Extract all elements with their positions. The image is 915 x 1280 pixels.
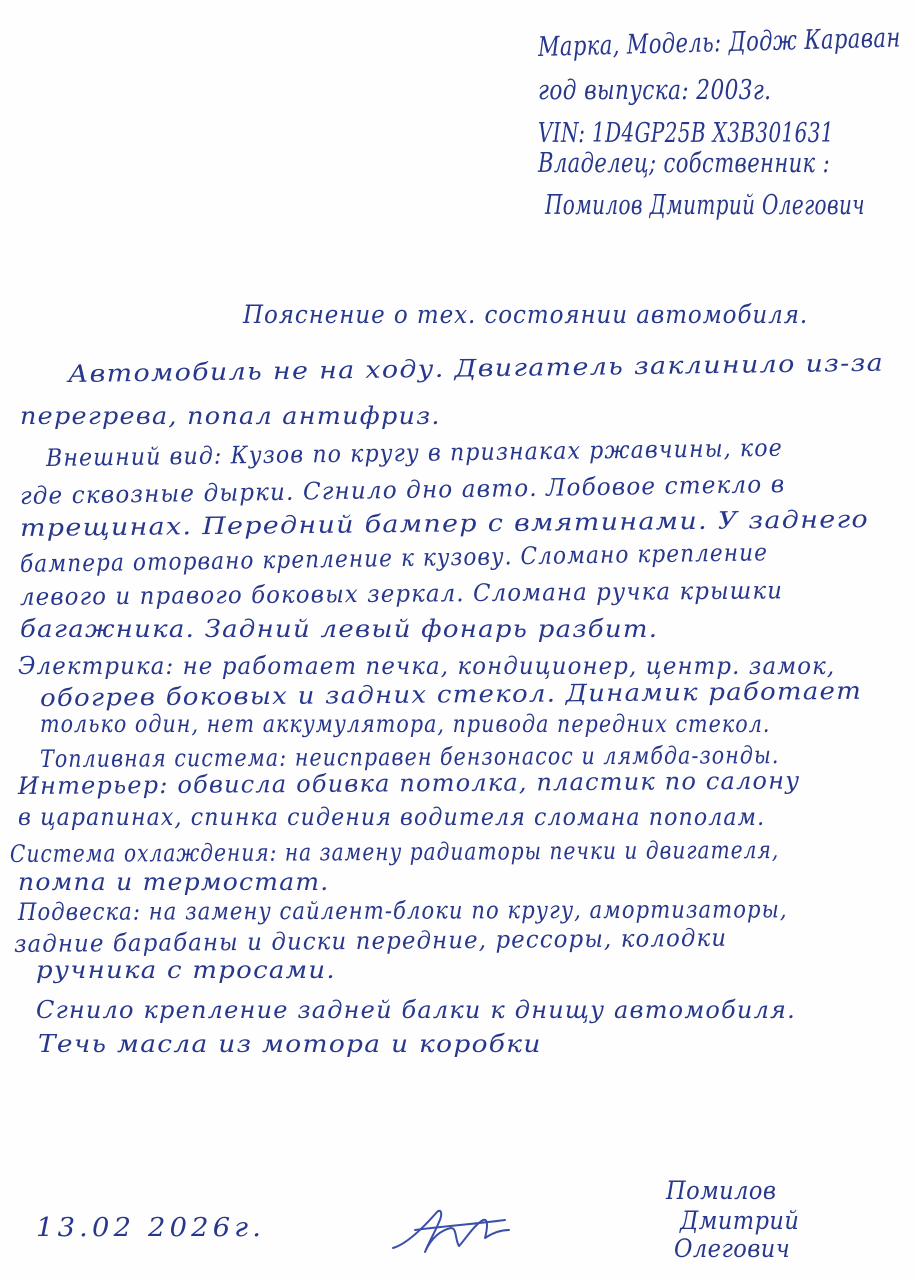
body-line-5: трещинах. Передний бампер с вмятинами. У заднего [19, 505, 870, 542]
owner-label: Владелец; собственник : [538, 148, 831, 179]
body-line-4: где сквозные дырки. Сгнило дно авто. Лобовое стекло в [19, 469, 786, 510]
body-line-10: обогрев боковых и задних стекол. Динамик работает [39, 676, 863, 712]
signature-name-1: Помилов [666, 1176, 777, 1205]
body-line-18: задние барабаны и диски передние, рессоры, колодки [13, 923, 728, 958]
body-line-14: в царапинах, спинка сидения водителя сломана пополам. [18, 803, 766, 831]
body-line-15: Система охлаждения: на замену радиаторы печки и двигателя, [9, 835, 780, 868]
year-line: год выпуска: 2003г. [538, 75, 772, 106]
vin-line: VIN: 1D4GP25B X3B301631 [538, 118, 834, 149]
body-line-13: Интерьер: обвисла обивка потолка, пластик по салону [17, 766, 801, 800]
body-line-20: Сгнило крепление задней балки к днищу автомобиля. [36, 996, 796, 1024]
body-line-11: только один, нет аккумулятора, привода передних стекол. [40, 710, 771, 738]
date: 13.02 2026г. [36, 1213, 266, 1243]
body-line-6: бампера оторвано крепление к кузову. Сломано крепление [19, 538, 769, 578]
signature-mark [385, 1200, 525, 1260]
body-line-16: помпа и термостат. [18, 868, 330, 896]
body-line-8: багажника. Задний левый фонарь разбит. [20, 615, 659, 643]
body-line-9: Электрика: не работает печка, кондиционер, центр. замок, [18, 652, 836, 680]
body-line-1: Автомобиль не на ходу. Двигатель заклинило из-за [67, 348, 885, 388]
body-line-12: Топливная система: неисправен бензонасос и лямбда-зонды. [39, 741, 780, 773]
signature-name-2: Дмитрий [680, 1206, 800, 1235]
body-line-19: ручника с тросами. [36, 956, 336, 984]
owner-name: Помилов Дмитрий Олегович [545, 190, 865, 221]
body-line-3: Внешний вид: Кузов по кругу в признаках ржавчины, кое [45, 433, 784, 472]
signature-name-3: Олегович [674, 1234, 791, 1263]
body-line-7: левого и правого боковых зеркал. Сломана ручка крышки [19, 576, 784, 611]
body-line-17: Подвеска: на замену сайлент-блоки по кругу, амортизаторы, [17, 895, 788, 926]
body-line-21: Течь масла из мотора и коробки [38, 1030, 542, 1058]
body-line-2: перегрева, попал антифриз. [20, 402, 441, 430]
document-title: Пояснение о тех. состоянии автомобиля. [243, 300, 809, 329]
make-model-line: Марка, Модель: Додж Караван [537, 22, 902, 63]
